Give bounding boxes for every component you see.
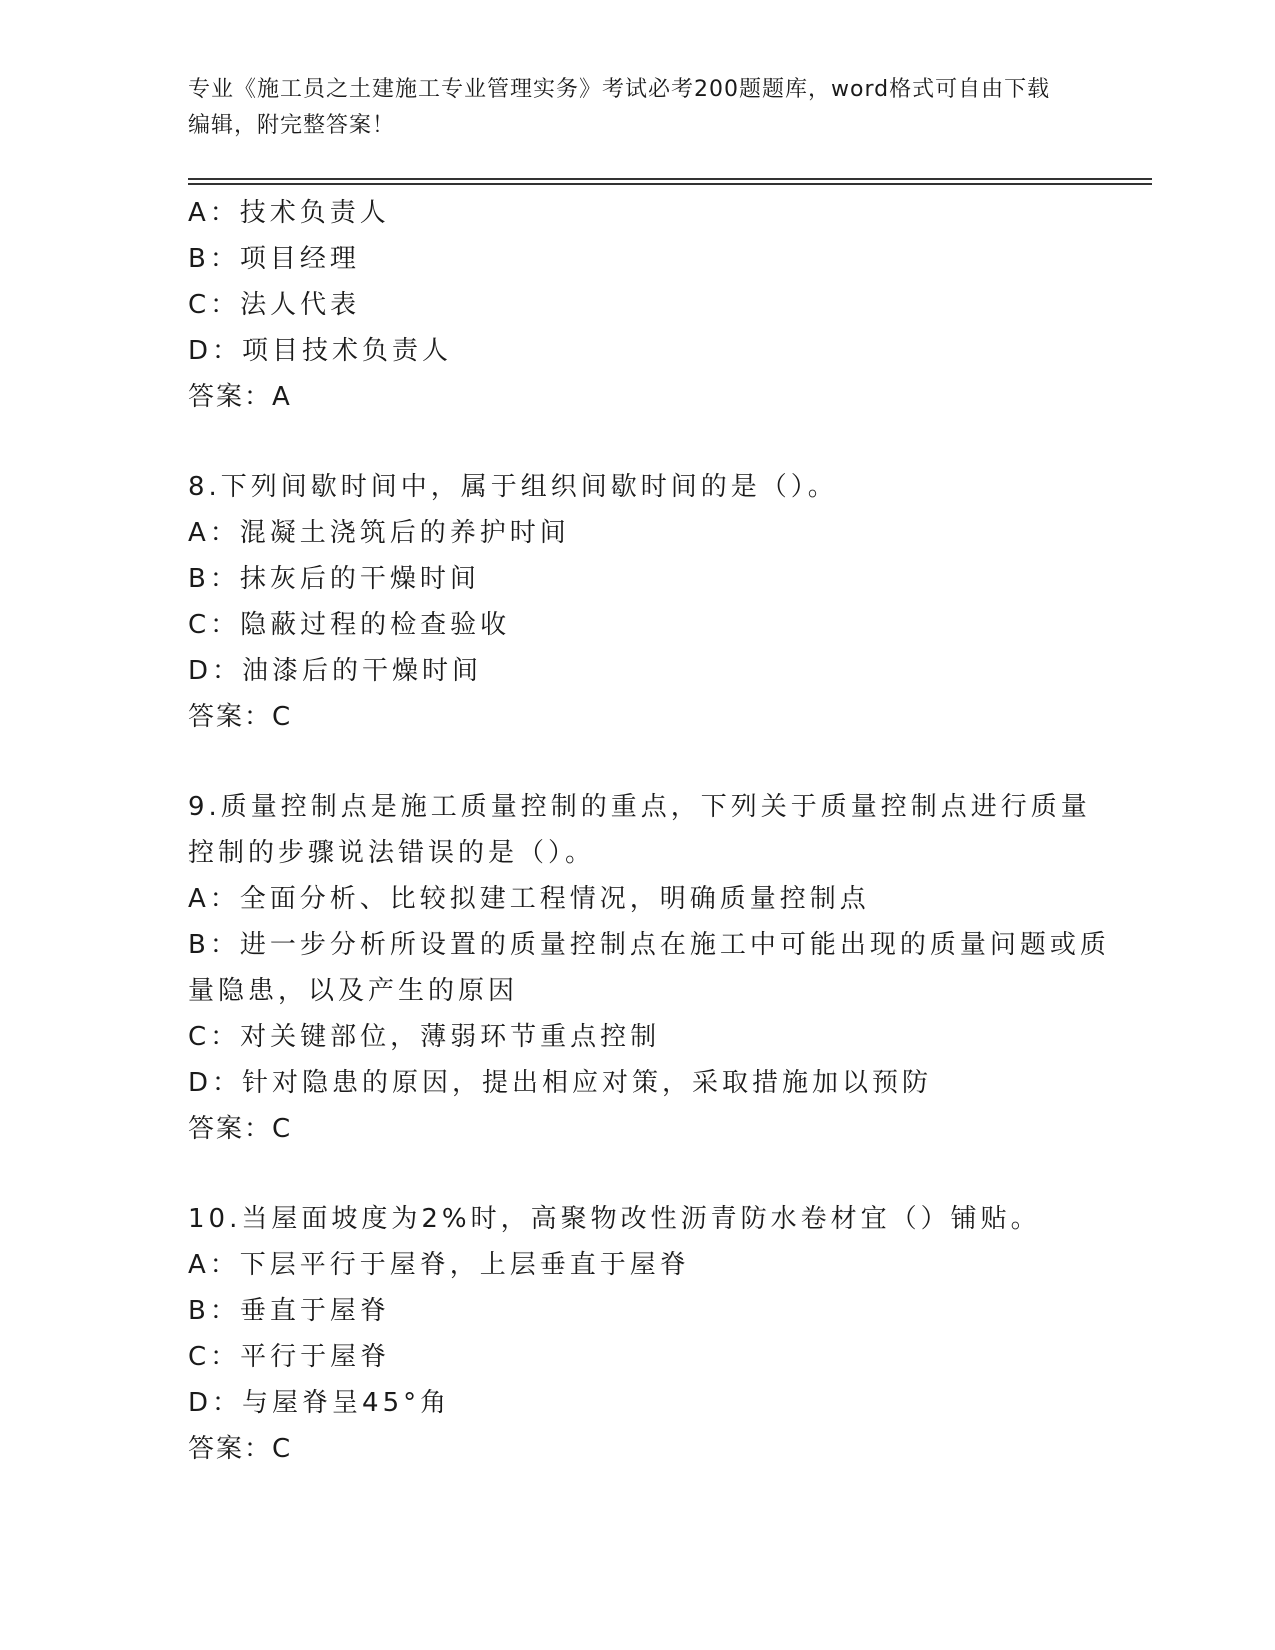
answer: 答案：C <box>188 702 293 732</box>
header-rule-top <box>188 178 1152 180</box>
question-8 <box>188 464 1088 740</box>
question-list <box>188 190 1110 1472</box>
option-b-line-1: B：进一步分析所设置的质量控制点在施工中可能出现的质量问题或质 <box>188 930 1110 960</box>
spacer <box>188 420 1088 464</box>
option-a: A：下层平行于屋脊，上层垂直于屋脊 <box>188 1250 690 1280</box>
option-c: C：法人代表 <box>188 290 361 320</box>
option-a: A：技术负责人 <box>188 198 390 228</box>
question-7 <box>188 190 1088 420</box>
spacer <box>188 740 1088 784</box>
option-d: D：油漆后的干燥时间 <box>188 656 483 686</box>
header-rule-bottom <box>188 183 1152 185</box>
answer: 答案：C <box>188 1434 293 1464</box>
option-b-line-2: 量隐患，以及产生的原因 <box>188 976 519 1006</box>
option-b: B：项目经理 <box>188 244 360 274</box>
page-header: 专业《施工员之土建施工专业管理实务》考试必考200题题库，word格式可自由下载编辑，附完整答案！ <box>188 77 1051 138</box>
option-c: C：隐蔽过程的检查验收 <box>188 610 511 640</box>
spacer <box>188 1152 1088 1196</box>
option-a: A：全面分析、比较拟建工程情况，明确质量控制点 <box>188 884 870 914</box>
question-stem: 8.下列间歇时间中，属于组织间歇时间的是（）。 <box>188 472 838 502</box>
answer: 答案：A <box>188 382 292 412</box>
option-d: D：项目技术负责人 <box>188 336 453 366</box>
answer: 答案：C <box>188 1114 293 1144</box>
option-d: D：与屋脊呈45°角 <box>188 1388 451 1418</box>
question-stem-line-2: 控制的步骤说法错误的是（）。 <box>188 838 596 868</box>
option-c: C：对关键部位，薄弱环节重点控制 <box>188 1022 661 1052</box>
option-a: A：混凝土浇筑后的养护时间 <box>188 518 570 548</box>
question-stem: 10.当屋面坡度为2%时，高聚物改性沥青防水卷材宜（）铺贴。 <box>188 1204 1041 1234</box>
question-stem-line-1: 9.质量控制点是施工质量控制的重点，下列关于质量控制点进行质量 <box>188 792 1091 822</box>
question-10 <box>188 1196 1088 1472</box>
option-b: B：垂直于屋脊 <box>188 1296 390 1326</box>
option-b: B：抹灰后的干燥时间 <box>188 564 480 594</box>
option-d: D：针对隐患的原因，提出相应对策，采取措施加以预防 <box>188 1068 933 1098</box>
question-9 <box>188 784 1110 1152</box>
option-c: C：平行于屋脊 <box>188 1342 391 1372</box>
